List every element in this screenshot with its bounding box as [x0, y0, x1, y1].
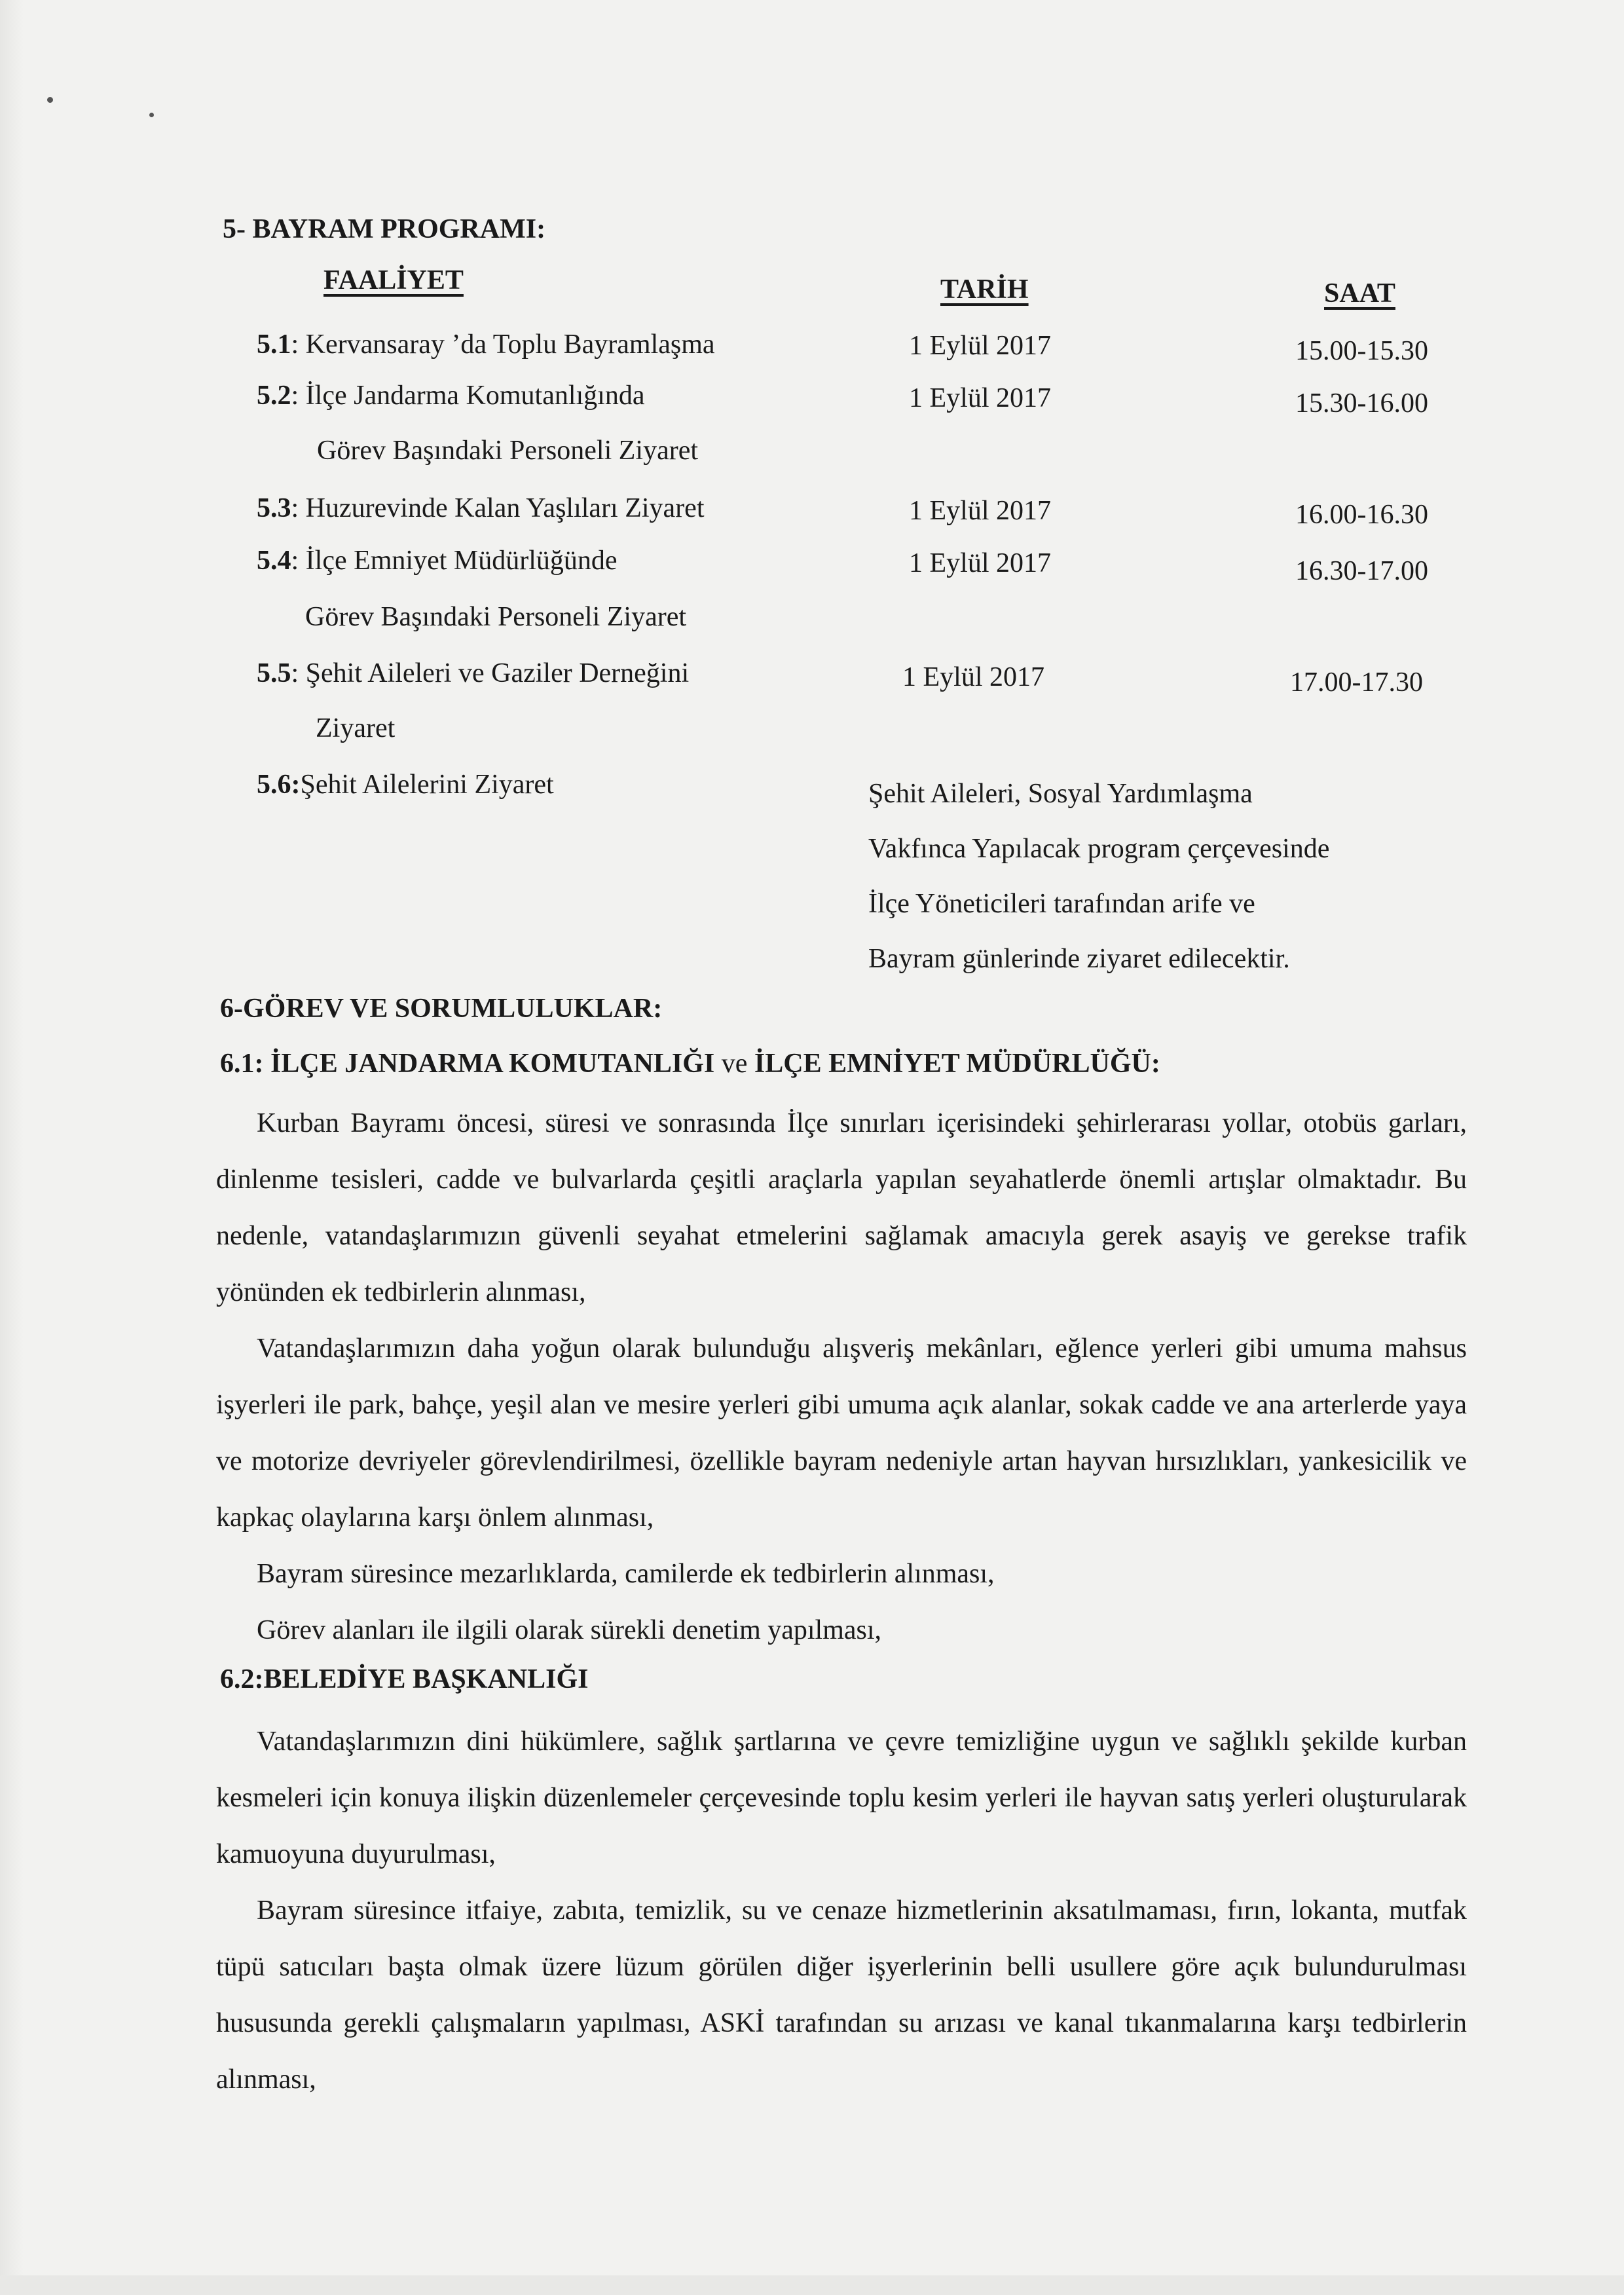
column-header-date: TARİH: [940, 274, 1029, 305]
program-row-note-line: Vakfınca Yapılacak program çerçevesinde: [868, 834, 1330, 864]
program-row-time: 17.00-17.30: [1290, 667, 1423, 698]
program-row-activity: 5.5: Şehit Aileleri ve Gaziler Derneğini: [257, 658, 690, 688]
program-row-note-line: Şehit Aileleri, Sosyal Yardımlaşma: [868, 779, 1253, 809]
program-row-activity: 5.1: Kervansaray ’da Toplu Bayramlaşma: [257, 329, 715, 360]
scan-speck: [149, 113, 154, 117]
program-row-time: 15.00-15.30: [1295, 336, 1428, 366]
column-header-activity: FAALİYET: [323, 265, 464, 295]
paragraph: Bayram süresince mezarlıklarda, camilerde ek tedbirlerin alınması,: [257, 1559, 995, 1589]
program-row-time: 15.30-16.00: [1295, 388, 1428, 419]
subsection-6-1-body: [216, 1095, 1467, 1658]
paragraph: Görev alanları ile ilgili olarak sürekli denetim yapılması,: [257, 1615, 882, 1645]
paragraph: Bayram süresince itfaiye, zabıta, temizlik, su ve cenaze hizmetlerinin aksatılmaması, fırın, lokanta, mutfak tüpü satıcıları başta olmak üzere lüzum görülen diğer işyerlerinin belli usullere göre açık bulundurulması hususunda gerekli çalışmaların yapılması, ASKİ tarafından su arızası ve kanal tıkanmalarına karşı tedbirlerin alınması,: [216, 1895, 1467, 2095]
program-row-date: 1 Eylül 2017: [902, 662, 1044, 692]
program-row-activity: 5.4: İlçe Emniyet Müdürlüğünde: [257, 546, 618, 576]
paragraph: Vatandaşlarımızın daha yoğun olarak bulunduğu alışveriş mekânları, eğlence yerleri gibi umuma mahsus işyerleri ile park, bahçe, yeşil alan ve mesire yerleri gibi umuma açık alanlar, sokak cadde ve ana arterlerde yaya ve motorize devriyeler görevlendirilmesi, özellikle bayram nedeniyle artan hayvan hırsızlıkları, yankesicilik ve kapkaç olaylarına karşı önlem alınması,: [216, 1334, 1467, 1533]
subsection-6-2-body: [216, 1713, 1467, 2108]
scan-speck: [47, 97, 53, 103]
program-row-activity: 5.3: Huzurevinde Kalan Yaşlıları Ziyaret: [257, 493, 705, 523]
paragraph: Vatandaşlarımızın dini hükümlere, sağlık şartlarına ve çevre temizliğine uygun ve sağlıklı şekilde kurban kesmeleri için konuya ilişkin düzenlemeler çerçevesinde toplu kesim yerleri ile hayvan satış yerleri oluşturularak kamuoyuna duyurulması,: [216, 1726, 1467, 1869]
section-6-heading: 6-GÖREV VE SORUMLULUKLAR:: [220, 994, 663, 1024]
program-row-note-line: İlçe Yöneticileri tarafından arife ve: [868, 889, 1255, 919]
program-row-date: 1 Eylül 2017: [909, 496, 1051, 526]
program-row-date: 1 Eylül 2017: [909, 383, 1051, 413]
scan-edge-bottom: [0, 2275, 1624, 2295]
section-5-heading: 5- BAYRAM PROGRAMI:: [223, 214, 546, 244]
program-row-date: 1 Eylül 2017: [909, 331, 1051, 361]
subsection-6-2-title: 6.2:BELEDİYE BAŞKANLIĞI: [220, 1664, 589, 1694]
program-row-activity: 5.6:Şehit Ailelerini Ziyaret: [257, 770, 554, 800]
program-row-activity-line2: Görev Başındaki Personeli Ziyaret: [305, 602, 687, 632]
column-header-time: SAAT: [1324, 278, 1395, 308]
program-row-time: 16.30-17.00: [1295, 556, 1428, 586]
program-row-activity-line2: Ziyaret: [316, 713, 396, 743]
program-row-time: 16.00-16.30: [1295, 500, 1428, 530]
program-row-activity: 5.2: İlçe Jandarma Komutanlığında: [257, 381, 645, 411]
program-row-activity-line2: Görev Başındaki Personeli Ziyaret: [317, 436, 699, 466]
scan-edge-left: [0, 0, 24, 2295]
program-row-note-line: Bayram günlerinde ziyaret edilecektir.: [868, 944, 1290, 974]
paragraph: Kurban Bayramı öncesi, süresi ve sonrasında İlçe sınırları içerisindeki şehirlerarası yollar, otobüs garları, dinlenme tesisleri, cadde ve bulvarlarda çeşitli araçlarla yapılan seyahatlerde önemli artışlar olmaktadır. Bu nedenle, vatandaşlarımızın güvenli seyahat etmelerini sağlamak amacıyla gerek asayiş ve gerekse trafik yönünden ek tedbirlerin alınması,: [216, 1108, 1467, 1307]
subsection-6-1-title: 6.1: İLÇE JANDARMA KOMUTANLIĞI ve İLÇE EMNİYET MÜDÜRLÜĞÜ:: [220, 1049, 1160, 1079]
program-row-date: 1 Eylül 2017: [909, 548, 1051, 578]
